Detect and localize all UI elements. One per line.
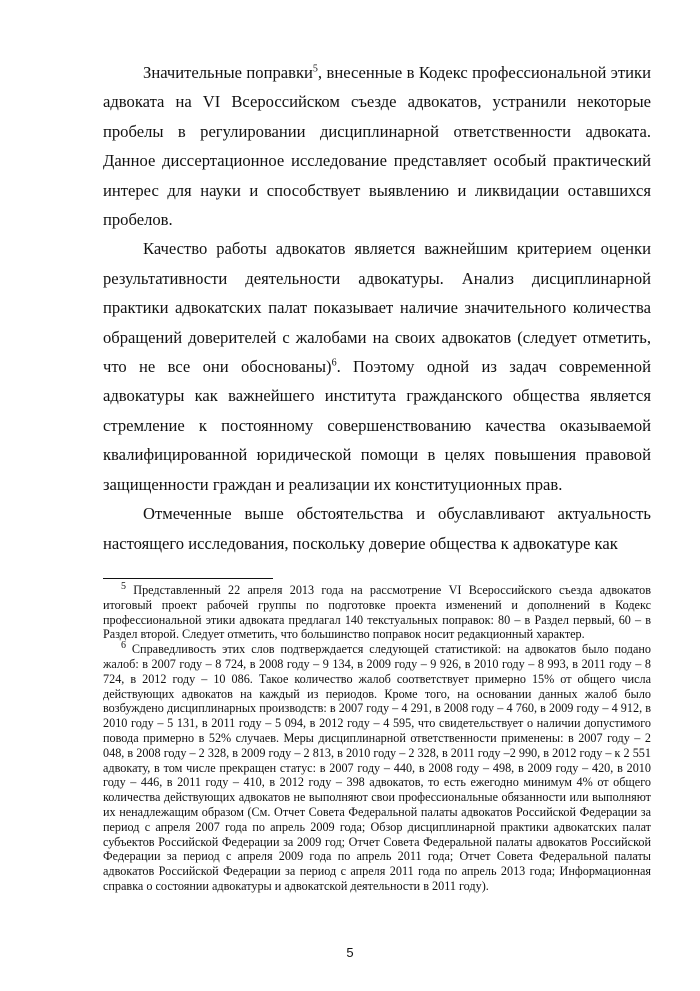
footnote-6 bbox=[103, 642, 651, 894]
paragraph-2-rest: . Поэтому одной из задач современной адвокатуры как важнейшего института гражданского общества является стремление к постоянному совершенствованию качества оказываемой квалифицированной юридической помощи в целях повышения правовой защищенности граждан и реализации их конституционных прав. bbox=[103, 357, 651, 494]
footnote-6-text: Справедливость этих слов подтверждается следующей статистикой: на адвокатов было подано жалоб: в 2007 году – 8 724, в 2008 году – 9 134, в 2009 году – 9 926, в 2010 году – 8 993, в 2011 году – 8 724, в 2012 году – 10 086. Такое количество жалоб соответствует примерно 15% от общего числа действующих адвокатов на каждый из периодов. Кроме того, на основании данных жалоб было возбуждено дисциплинарных производств: в 2007 году – 4 291, в 2008 году – 4 760, в 2009 году – 4 912, в 2010 году – 5 131, в 2011 году – 5 094, в 2012 году – 4 595, что свидетельствует о наличии допустимого повода примерно в 52% случаев. Меры дисциплинарной ответственности применены: в 2007 году – 2 048, в 2008 году – 2 328, в 2009 году – 2 813, в 2010 году – 2 328, в 2011 году –2 990, в 2012 году – к 2 551 адвокату, в том числе прекращен статус: в 2007 году – 440, в 2008 году – 498, в 2009 году – 420, в 2010 году – 446, в 2011 году – 410, в 2012 году – 398 адвокатов, то есть ежегодно минимум 4% от общего количества действующих адвокатов не выполняют свои профессиональные обязанности или выполняют их ненадлежащим образом (См. Отчет Совета Федеральной палаты адвокатов Российской Федерации за период с апреля 2007 года по апрель 2009 года; Обзор дисциплинарной практики адвокатских палат субъектов Российской Федерации за 2009 год; Отчет Совета Федеральной палаты адвокатов Российской Федерации за период с апреля 2009 года по апрель 2011 года; Отчет Совета Федеральной палаты адвокатов Российской Федерации за период с апреля 2011 года по апрель 2013 года; Информационная справка о состоянии адвокатуры и адвокатской деятельности в 2011 году). bbox=[103, 642, 651, 893]
footnote-5-number: 5 bbox=[121, 580, 126, 592]
paragraph-1-rest: , внесенные в Кодекс профессиональной этики адвоката на VI Всероссийском съезде адвокатов, устранили некоторые пробелы в регулировании дисциплинарной ответственности адвоката. Данное диссертационное исследование представляет особый практический интерес для науки и способствует выявлению и ликвидации оставшихся пробелов. bbox=[103, 63, 651, 230]
body-text bbox=[103, 58, 651, 558]
footnotes bbox=[103, 580, 651, 894]
paragraph-1-start: Значительные поправки bbox=[143, 63, 313, 82]
paragraph-3: Отмеченные выше обстоятельства и обуславливают актуальность настоящего исследования, поскольку доверие общества к адвокатуре как bbox=[103, 504, 651, 553]
footnote-5 bbox=[103, 580, 651, 642]
footnote-separator bbox=[103, 578, 273, 579]
footnote-5-text: Представленный 22 апреля 2013 года на рассмотрение VI Всероссийского съезда адвокатов итоговый проект рабочей группы по подготовке проекта изменений и дополнений в Кодекс профессиональной этики адвоката предлагал 140 текстуальных поправок: 80 – в Раздел первый, 60 – в Раздел второй. Следует отметить, что большинство поправок носит редакционный характер. bbox=[103, 583, 651, 642]
paragraph-2 bbox=[103, 234, 651, 499]
paragraph-1 bbox=[103, 58, 651, 234]
paragraph-2-start: Качество работы адвокатов является важнейшим критерием оценки результативности деятельности адвокатуры. Анализ дисциплинарной практики адвокатских палат показывает наличие значительного количества обращений доверителей с жалобами на своих адвокатов (следует отметить, что не все они обоснованы) bbox=[103, 239, 651, 377]
page-number: 5 bbox=[346, 945, 354, 960]
footnote-ref-6[interactable]: 6 bbox=[331, 357, 337, 369]
footnote-6-number: 6 bbox=[121, 640, 126, 652]
footnote-ref-5[interactable]: 5 bbox=[312, 63, 318, 75]
